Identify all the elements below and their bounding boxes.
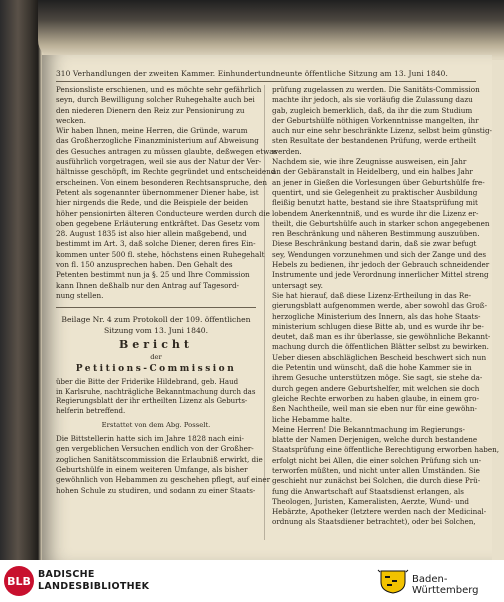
text-line: machung durch die öffentlichen Blätter selbst zu bewirken. (272, 342, 489, 352)
text-line: Petent als sogenannter übernommener Diener habe, ist (56, 187, 259, 197)
section-rule (56, 307, 256, 308)
running-head: 310 Verhandlungen der zweiten Kammer. Einhundertundneunte öffentliche Sitzung am 13. Juni 1840. (56, 69, 448, 78)
text-line: erscheinen. Von einem besonderen Rechtsanspruche, den (56, 177, 268, 187)
report-title: Bericht (118, 338, 194, 352)
text-line: Pensionsliste erschienen, und es möchte sehr gefährlich (56, 85, 262, 94)
text-line: kann Ihnen deßhalb nur den Antrag auf Tagesord- (56, 280, 239, 290)
text-line: an jener in Gießen die Vorlesungen über Geburtshülfe fre- (272, 177, 485, 187)
text-line: gen vergeblichen Versuchen endlich von der Großher- (56, 444, 254, 454)
text-line: erfolgt nicht bei Allen, die einer solchen Prüfung sich un- (272, 455, 482, 465)
text-line: durch gegen andere Geburtshelfer, mit welchen sie doch (272, 383, 480, 393)
text-line: das Großherzogliche Finanzministerium auf Abweisung (56, 136, 259, 146)
text-line: nung stellen. (56, 290, 104, 300)
left-column-text-top (56, 85, 278, 301)
text-line: liche Hebamme halte. (272, 414, 353, 424)
text-line: gab, zugleich bemerklich, daß, da ihr die zum Studium (272, 105, 473, 115)
text-line: Nachdem sie, wie ihre Zeugnisse ausweisen, ein Jahr (272, 157, 467, 167)
left-column-text-bottom (56, 434, 271, 496)
text-line: bestimmt im Art. 3, daß solche Diener, deren fires Ein- (56, 239, 256, 249)
text-line: werden. (272, 146, 302, 156)
text-line: Sie hat hierauf, daß diese Lizenz-Ertheilung in das Re- (272, 290, 472, 300)
text-line: theilt, die Geburtshülfe auch in starker schon angegebenen (272, 218, 490, 228)
report-subject (56, 378, 256, 417)
text-line: deutet, daß man es ihr überlasse, sie gewöhnliche Bekannt- (272, 332, 491, 342)
right-column (272, 85, 500, 528)
footer-bar (0, 560, 504, 602)
text-line: oben gegebene Erläuterung entkräftet. Das Gesetz vom (56, 218, 260, 228)
baden-wuerttemberg-crest-icon[interactable] (378, 568, 408, 594)
text-line: fung die Anwartschaft auf Staatsdienst erlangen, als (272, 486, 464, 496)
text-line: gierungsblatt aufgenommen werde, aber sowohl das Groß- (272, 301, 487, 311)
text-line: an der Gebäranstalt in Heidelberg, und ein halbes Jahr (272, 167, 473, 177)
text-line: zoglichen Sanitätscommission die Erlaubniß erwirkt, die (56, 454, 263, 464)
report-der: der (150, 352, 162, 361)
text-line: auch nur eine sehr beschränkte Lizenz, selbst beim günstig- (272, 126, 492, 136)
text-line: ministerium schlugen diese Bitte ab, und es wurde ihr be- (272, 321, 484, 331)
text-line: Ueber diesen abschläglichen Bescheid beschwert sich nun (272, 352, 487, 362)
text-line: Theologen, Juristen, Kameralisten, Aerzte, Wund- und (272, 496, 469, 506)
text-line: Instrumente und jede Verordnung innerlicher Mittel streng (272, 270, 489, 280)
text-line: ordnung als Staatsdiener betrachtet), oder bei Solchen, (272, 517, 476, 527)
header-rule (56, 81, 476, 82)
text-line: ihrem Gesuche unterstützen möge. Sie sagt, sie stehe da- (272, 373, 483, 383)
left-column (56, 85, 278, 496)
beilage-line: Sitzung vom 13. Juni 1840. (103, 326, 209, 336)
blb-logo-icon[interactable]: BLB (4, 566, 34, 596)
subject-line: Regierungsblatt der ihr ertheilten Lizenz als Geburts- (56, 397, 248, 406)
text-line: lobendem Anerkenntniß, und es wurde ihr die Lizenz er- (272, 208, 479, 218)
text-line: sey, Wendungen vorzunehmen und sich der Zange und des (272, 249, 487, 259)
text-line: Meine Herren! Die Bekanntmachung im Regierungs- (272, 424, 465, 434)
text-line: untersagt sey. (272, 280, 323, 290)
reporter-line: Erstattet von dem Abg. Posselt. (101, 421, 211, 430)
commission-title: Petitions-Commission (75, 363, 237, 374)
text-line: ren Beschränkung und näheren Bestimmung auszuüben. (272, 229, 480, 239)
text-line: terworfen müßten, und nicht unter allen Umständen. Sie (272, 465, 480, 475)
text-line: des Gesuches antragen zu müssen glaubte, deßwegen etwas (56, 146, 278, 156)
text-line: gleiche Rechte erworben zu haben glaube, in einem gro- (272, 393, 479, 403)
text-line: die Petentin und wünscht, daß die hohe Kammer sie in (272, 363, 472, 373)
text-line: prüfung zugelassen zu werden. Die Sanitäts-Commission (272, 85, 480, 94)
text-line: seyn, durch Bewilligung solcher Ruhegehalte auch bei (56, 95, 255, 105)
text-line: ausführlich vorgetragen, weil sie aus der Natur der Ver- (56, 157, 262, 167)
text-line: herzogliche Ministerium des Innern, als das hohe Staats- (272, 311, 481, 321)
blb-line-1: BADISCHE (38, 569, 95, 580)
subject-line: helferin betreffend. (56, 407, 126, 416)
text-line: geschieht nur zunächst bei Solchen, die durch diese Prü- (272, 476, 481, 486)
text-line: Hebels zu bedienen, ihr jedoch der Gebrauch schneidender (272, 260, 490, 270)
blb-library-name[interactable] (38, 569, 149, 593)
baden-wuerttemberg-label[interactable]: Baden-Württemberg (412, 574, 479, 596)
text-line: hohen Schule zu studiren, und sodann zu einer Staats- (56, 485, 256, 495)
text-line: quentirt, und sie Gelegenheit zu praktischer Ausbildung (272, 187, 478, 197)
text-line: Staatsprüfung eine öffentliche Berechtigung erworben haben, (272, 445, 500, 455)
text-line: höher pensionirten älteren Conducteure werden durch die (56, 208, 270, 218)
book-page (42, 55, 500, 560)
text-line: fleißig benutzt hatte, bestand sie ihre Staatsprüfung mit (272, 198, 478, 208)
text-line: der Geburtshülfe nöthigen Vorkenntnisse mangelten, ihr (272, 115, 479, 125)
text-line: den niederen Dienern den Reiz zur Pensionirung zu (56, 105, 245, 115)
beilage-line: Beilage Nr. 4 zum Protokoll der 109. öffentlichen (61, 315, 251, 325)
text-line: machte ihr jedoch, als sie vorläufig die Zulassung dazu (272, 95, 473, 105)
text-line: sten Resultate der bestandenen Prüfung, werde ertheilt (272, 136, 477, 146)
right-column-text (272, 85, 500, 528)
subject-line: in Karlsruhe, nachträgliche Bekanntmachung durch das (56, 387, 256, 396)
text-line: hältnisse geschöpft, im Rechte gegründet und entscheidend (56, 167, 276, 177)
text-line: ßen Nachtheile, weil man sie eben nur für eine gewöhn- (272, 404, 477, 414)
text-line: Diese Beschränkung bestand darin, daß sie zwar befugt (272, 239, 477, 249)
blb-line-2: LANDESBIBLIOTHEK (38, 581, 150, 592)
text-line: kommen unter 500 fl. stehe, höchstens einen Ruhegehalt (56, 249, 265, 259)
book-top-edge (38, 0, 504, 60)
beilage-heading (56, 314, 256, 336)
text-line: 28. August 1835 ist also hier allein maßgebend, und (56, 229, 247, 239)
text-line: Die Bittstellerin hatte sich im Jahre 1828 nach eini- (56, 434, 244, 444)
text-line: Petenten bestimmt nun ja §. 25 und Ihre Commission (56, 270, 250, 280)
subject-line: über die Bitte der Friderike Hildebrand, geb. Haud (56, 377, 239, 386)
text-line: von fl. 150 anzusprechen haben. Den Gehalt des (56, 260, 233, 270)
text-line: Hebärzte, Apotheker (letztere werden nach der Medicinal- (272, 507, 487, 517)
text-line: hier nirgends die Rede, und die Beispiele der beiden (56, 198, 249, 208)
text-line: Geburtshülfe in einem weiteren Umfange, als bisher (56, 464, 248, 474)
text-line: wecken. (56, 115, 86, 125)
text-line: blatte der Namen Derjenigen, welche durch bestandene (272, 435, 478, 445)
text-line: gewöhnlich von Hebammen zu geschehen pflegt, auf einer (56, 475, 271, 485)
text-line: Wir haben Ihnen, meine Herren, die Gründe, warum (56, 126, 248, 136)
